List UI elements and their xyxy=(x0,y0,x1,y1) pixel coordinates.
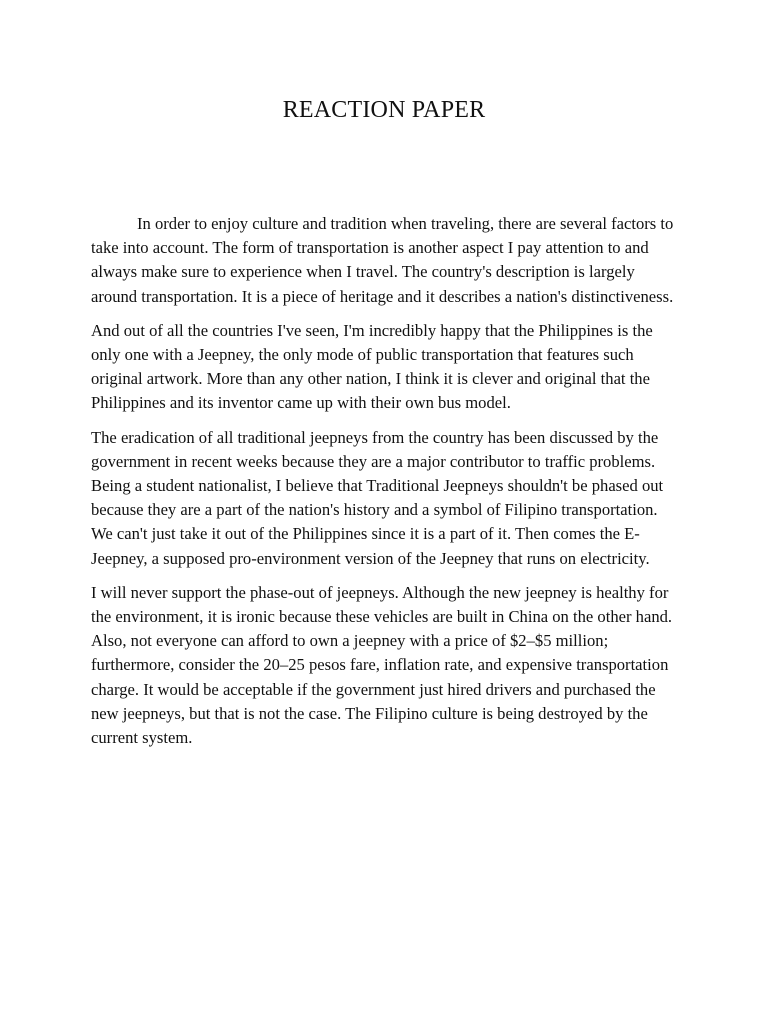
paragraph-3: The eradication of all traditional jeepneys from the country has been discussed by the government in recent weeks because they are a major contributor to traffic problems. Being a student nationalist, I believe that Traditional Jeepneys shouldn't be phased out because they are a part of the nation's history and a symbol of Filipino transportation. We can't just take it out of the Philippines since it is a part of it. Then comes the E-Jeepney, a supposed pro-environment version of the Jeepney that runs on electricity. xyxy=(91,427,664,568)
document-title: REACTION PAPER xyxy=(282,97,486,123)
paragraph-2: And out of all the countries I've seen, I'm incredibly happy that the Philippines is the only one with a Jeepney, the only mode of public transportation that features such original artwork. More than any other nation, I think it is clever and original that the Philippines and its inventor came up with their own bus model. xyxy=(91,320,653,413)
paragraph-1: In order to enjoy culture and tradition when traveling, there are several factors to take into account. The form of transportation is another aspect I pay attention to and always make sure to experience when I travel. The country's description is largely around transportation. It is a piece of heritage and it describes a nation's distinctiveness. xyxy=(91,214,674,306)
paragraph-4: I will never support the phase-out of jeepneys. Although the new jeepney is healthy for the environment, it is ironic because these vehicles are built in China on the other hand. Also, not everyone can afford to own a jeepney with a price of $2–$5 million; furthermore, consider the 20–25 pesos fare, inflation rate, and expensive transportation charge. It would be acceptable if the government just hired drivers and purchased the new jeepneys, but that is not the case. The Filipino culture is being destroyed by the current system. xyxy=(91,582,673,748)
document-body xyxy=(91,212,679,760)
